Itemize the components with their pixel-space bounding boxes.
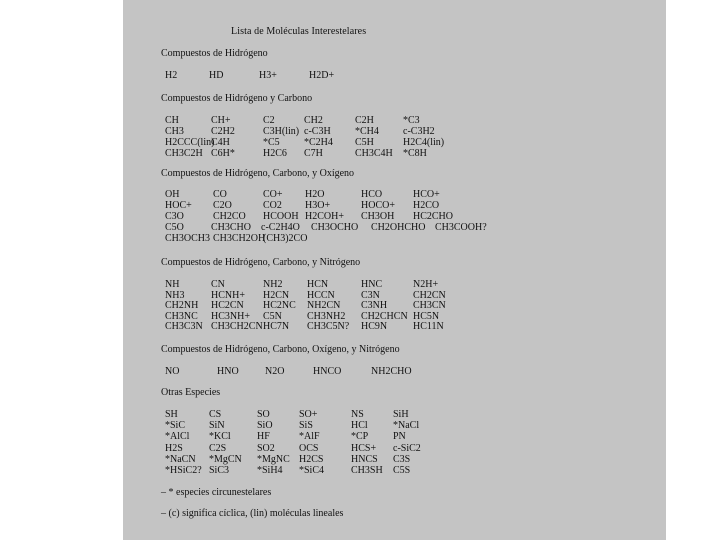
molecule-formula: CH2CN	[413, 289, 446, 301]
molecule-formula: *HSiC2?	[165, 465, 202, 476]
molecule-formula: H2CN	[263, 289, 290, 301]
molecule-formula: *SiH4	[257, 465, 283, 476]
molecule-formula: SiO	[257, 420, 273, 432]
molecule-formula: CN	[211, 279, 225, 290]
molecule-formula: HNC	[361, 279, 383, 290]
molecule-formula: *CH4	[355, 126, 379, 137]
molecule-formula: H2CO	[413, 200, 440, 211]
molecule-formula: C6H*	[211, 148, 235, 159]
molecule-formula: c-C3H2	[403, 126, 435, 137]
molecule-formula: SO+	[299, 409, 318, 420]
molecule-formula: *MgCN	[209, 453, 242, 465]
molecule-formula: *NaCl	[393, 420, 420, 432]
molecule-formula: CH3COOH?	[435, 222, 487, 233]
molecule-formula: NH2CHO	[371, 366, 412, 377]
molecule-formula: CO	[213, 189, 227, 200]
molecule-formula: *AlF	[299, 431, 320, 443]
molecule-formula: HC9N	[361, 321, 388, 332]
molecule-formula: *C5	[263, 137, 280, 148]
molecule-formula: OCS	[299, 442, 319, 454]
molecule-formula: c-C3H	[304, 126, 331, 137]
molecule-formula: SiH	[393, 409, 409, 420]
molecule-formula: CO2	[263, 200, 282, 211]
molecule-formula: HC2CN	[211, 300, 244, 311]
molecule-formula: C2H2	[211, 126, 235, 137]
molecule-formula: H2S	[165, 442, 183, 454]
molecule-formula: C2H	[355, 115, 374, 126]
molecule-formula: HNO	[217, 366, 239, 377]
molecule-formula: C3N	[361, 289, 380, 301]
molecule-formula: *MgNC	[257, 453, 290, 465]
molecule-formula: PN	[393, 431, 406, 443]
molecule-formula: CH3C4H	[355, 148, 393, 159]
molecule-formula: *SiC	[165, 420, 186, 432]
molecule-formula: HF	[257, 431, 270, 443]
molecule-formula: *AlCl	[165, 431, 190, 443]
molecule-formula: C3O	[165, 211, 184, 222]
molecule-formula: NH3	[165, 289, 185, 301]
molecule-formula: CH2	[304, 115, 323, 126]
slide	[123, 0, 666, 540]
molecule-formula: CH2CO	[213, 211, 246, 222]
molecule-formula: H2C6	[263, 148, 287, 159]
molecule-formula: HC5N	[413, 310, 440, 322]
molecule-formula: C3H(lin)	[263, 126, 300, 137]
section-heading: Compuestos de Hidrógeno y Carbono	[161, 93, 313, 104]
molecule-formula: C2	[263, 115, 275, 126]
molecule-formula: C2S	[209, 442, 227, 454]
molecule-formula: OH	[165, 189, 180, 200]
molecule-formula: C7H	[304, 148, 323, 159]
molecule-formula: H2CCC(lin)	[165, 137, 215, 148]
molecule-formula: C5O	[165, 222, 184, 233]
molecule-formula: CH3	[165, 126, 184, 137]
molecule-formula: HC7N	[263, 321, 290, 332]
section-heading: Compuestos de Hidrógeno	[161, 48, 268, 59]
molecule-formula: HC2NC	[263, 300, 296, 311]
molecule-formula: HCO	[361, 189, 383, 200]
molecule-formula: CH+	[211, 115, 231, 126]
molecule-formula: HCN	[307, 279, 329, 290]
molecule-formula: CO+	[263, 189, 283, 200]
molecule-formula: *C3	[403, 115, 420, 126]
molecule-formula: HCNH+	[211, 289, 245, 301]
molecule-formula: SiS	[299, 420, 313, 432]
section-heading: Compuestos de Hidrógeno, Carbono, y Oxígeno	[161, 168, 355, 179]
molecule-formula: HCOOH	[263, 211, 299, 222]
molecule-formula: CH3OCHO	[311, 222, 359, 233]
molecule-formula: C2O	[213, 200, 232, 211]
molecule-formula: CS	[209, 409, 222, 420]
molecule-formula: NH2	[263, 279, 283, 290]
molecule-formula: NH2CN	[307, 300, 341, 311]
slide-title: Lista de Moléculas Interestelares	[231, 26, 367, 37]
molecule-formula: CH3SH	[351, 465, 383, 476]
note-cyclic-linear: – (c) significa cíclica, (lin) moléculas lineales	[161, 508, 344, 519]
molecule-formula: CH3CHO	[211, 222, 252, 233]
molecule-formula: H3+	[259, 70, 277, 81]
molecule-formula: CH3NH2	[307, 310, 346, 322]
section-heading: Compuestos de Hidrógeno, Carbono, Oxígeno, y Nitrógeno	[161, 344, 400, 355]
molecule-formula: NS	[351, 409, 364, 420]
molecule-formula: *C2H4	[304, 137, 333, 148]
molecule-formula: H2O	[305, 189, 325, 200]
molecule-formula: *CP	[351, 431, 369, 443]
molecule-formula: CH3CH2OH	[213, 233, 266, 244]
molecule-formula: H2C4(lin)	[403, 137, 445, 148]
molecule-formula: HCCN	[307, 289, 335, 301]
molecule-formula: CH3CH2CN	[211, 321, 263, 332]
molecule-formula: *KCl	[209, 431, 231, 443]
molecule-formula: HCS+	[351, 442, 377, 454]
molecule-formula: SO	[257, 409, 270, 420]
molecule-formula: HC3NH+	[211, 310, 250, 322]
molecule-formula: (CH3)2CO	[263, 233, 308, 244]
molecule-formula: NO	[165, 366, 180, 377]
molecule-formula: H3O+	[305, 200, 331, 211]
note-circumstellar: – * especies circunestelares	[161, 487, 272, 498]
molecule-formula: CH3CN	[413, 300, 446, 311]
molecule-formula: SH	[165, 409, 178, 420]
molecule-formula: *C8H	[403, 148, 427, 159]
molecule-formula: SO2	[257, 442, 275, 454]
molecule-formula: CH	[165, 115, 179, 126]
molecule-formula: C5H	[355, 137, 374, 148]
molecule-formula: CH3OH	[361, 211, 395, 222]
molecule-formula: CH2OHCHO	[371, 222, 426, 233]
molecule-formula: N2O	[265, 366, 285, 377]
molecule-formula: H2D+	[309, 70, 335, 81]
molecule-formula: HCO+	[413, 189, 440, 200]
molecule-formula: C3NH	[361, 300, 388, 311]
molecule-formula: *NaCN	[165, 453, 196, 465]
molecule-formula: CH2CHCN	[361, 310, 408, 322]
molecule-formula: CH3C5N?	[307, 321, 350, 332]
molecule-formula: CH3NC	[165, 310, 198, 322]
molecule-formula: HNCO	[313, 366, 342, 377]
molecule-formula: C5S	[393, 465, 411, 476]
molecule-formula: CH3OCH3	[165, 233, 211, 244]
molecule-formula: HNCS	[351, 453, 378, 465]
molecule-formula: SiN	[209, 420, 225, 432]
molecule-formula: HOC+	[165, 200, 192, 211]
molecule-formula: HCl	[351, 420, 368, 432]
molecule-formula: *SiC4	[299, 465, 325, 476]
molecule-formula: H2CS	[299, 453, 324, 465]
molecule-formula: HD	[209, 70, 224, 81]
molecule-formula: H2	[165, 70, 178, 81]
molecule-formula: c-SiC2	[393, 442, 421, 454]
molecule-formula: C5N	[263, 310, 282, 322]
molecule-formula: SiC3	[209, 465, 230, 476]
molecule-formula: c-C2H4O	[261, 222, 300, 233]
section-heading: Compuestos de Hidrógeno, Carbono, y Nitrógeno	[161, 257, 361, 268]
molecule-formula: NH	[165, 279, 180, 290]
molecule-formula: HC11N	[413, 321, 444, 332]
molecule-formula: CH2NH	[165, 300, 199, 311]
molecule-formula: C3S	[393, 453, 411, 465]
molecule-formula: N2H+	[413, 279, 439, 290]
section-heading: Otras Especies	[161, 387, 221, 398]
molecule-formula: CH3C2H	[165, 148, 203, 159]
molecule-formula: H2COH+	[305, 211, 344, 222]
molecule-formula: C4H	[211, 137, 230, 148]
molecule-formula: HC2CHO	[413, 211, 454, 222]
molecule-formula: CH3C3N	[165, 321, 203, 332]
molecule-formula: HOCO+	[361, 200, 395, 211]
